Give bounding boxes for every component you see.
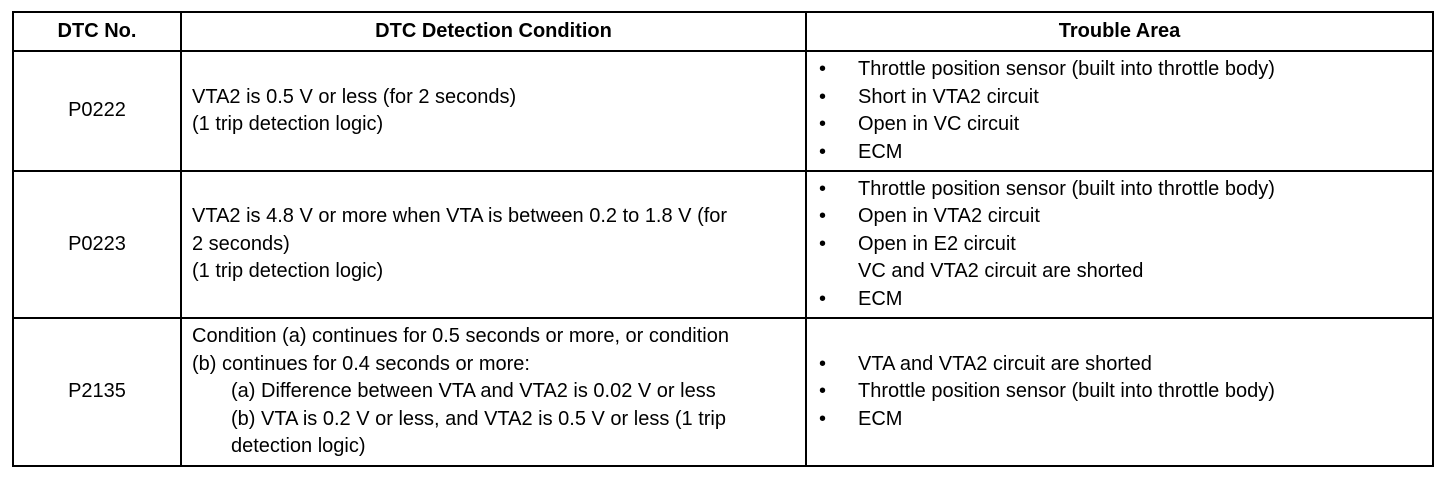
condition-line: (b) continues for 0.4 seconds or more: — [192, 352, 530, 375]
bullet-icon: • — [819, 85, 827, 108]
condition-line: Condition (a) continues for 0.5 seconds or more, or condition — [192, 325, 729, 348]
trouble-area-item: Throttle position sensor (built into throttle body) — [858, 380, 1275, 403]
trouble-area-item: ECM — [858, 287, 903, 310]
header-detection-condition: DTC Detection Condition — [181, 12, 806, 51]
table-row — [13, 51, 1433, 171]
header-dtc-no: DTC No. — [13, 12, 181, 51]
bullet-icon: • — [819, 205, 827, 228]
trouble-area — [806, 51, 1433, 171]
bullet-icon: • — [819, 177, 827, 200]
header-trouble-area: Trouble Area — [806, 12, 1433, 51]
list-item — [819, 111, 1424, 139]
bullet-icon: • — [819, 232, 827, 255]
bullet-icon — [819, 258, 858, 286]
list-item — [819, 258, 1424, 286]
table-header-row — [13, 12, 1433, 51]
list-item — [819, 351, 1424, 379]
bullet-icon: • — [819, 58, 827, 80]
condition-line: VTA2 is 4.8 V or more when VTA is between 0.2 to 1.8 V (for — [192, 205, 728, 228]
table-row — [13, 318, 1433, 466]
condition-sub-line: detection logic) — [231, 435, 366, 458]
condition-line: VTA2 is 0.5 V or less (for 2 seconds) — [192, 85, 517, 108]
dtc-table — [12, 11, 1434, 467]
list-item — [819, 231, 1424, 259]
condition-sub-line: (a) Difference between VTA and VTA2 is 0.02 V or less — [231, 380, 716, 403]
trouble-area-item: Throttle position sensor (built into throttle body) — [858, 177, 1275, 200]
bullet-icon: • — [819, 287, 827, 310]
trouble-area-item: Open in VC circuit — [858, 113, 1020, 135]
list-item — [819, 139, 1424, 167]
bullet-icon: • — [819, 352, 827, 375]
condition-line: (1 trip detection logic) — [192, 260, 384, 283]
bullet-icon: • — [819, 140, 827, 163]
list-item — [819, 286, 1424, 314]
list-item — [819, 203, 1424, 231]
bullet-icon: • — [819, 113, 827, 135]
trouble-area-item: Open in E2 circuit — [858, 232, 1016, 255]
dtc-code: P2135 — [13, 318, 181, 466]
list-item — [819, 84, 1424, 112]
detection-condition — [181, 51, 806, 171]
trouble-area-item: Open in VTA2 circuit — [858, 205, 1040, 228]
condition-line: (1 trip detection logic) — [192, 113, 384, 135]
list-item — [819, 406, 1424, 434]
list-item — [819, 56, 1424, 84]
detection-condition — [181, 318, 806, 466]
trouble-area — [806, 171, 1433, 318]
trouble-area-item: Short in VTA2 circuit — [858, 85, 1039, 108]
trouble-area — [806, 318, 1433, 466]
condition-line: 2 seconds) — [192, 232, 290, 255]
trouble-area-item: Throttle position sensor (built into throttle body) — [858, 58, 1275, 80]
list-item — [819, 176, 1424, 204]
dtc-code: P0223 — [13, 171, 181, 318]
trouble-area-item: ECM — [858, 140, 903, 163]
detection-condition — [181, 171, 806, 318]
trouble-area-item: ECM — [858, 407, 903, 430]
trouble-area-item: VTA and VTA2 circuit are shorted — [858, 352, 1152, 375]
dtc-code: P0222 — [13, 51, 181, 171]
bullet-icon: • — [819, 380, 827, 403]
list-item — [819, 378, 1424, 406]
table-row — [13, 171, 1433, 318]
bullet-icon: • — [819, 407, 827, 430]
condition-sub-line: (b) VTA is 0.2 V or less, and VTA2 is 0.5 V or less (1 trip — [231, 407, 726, 430]
trouble-area-item: VC and VTA2 circuit are shorted — [858, 260, 1144, 283]
